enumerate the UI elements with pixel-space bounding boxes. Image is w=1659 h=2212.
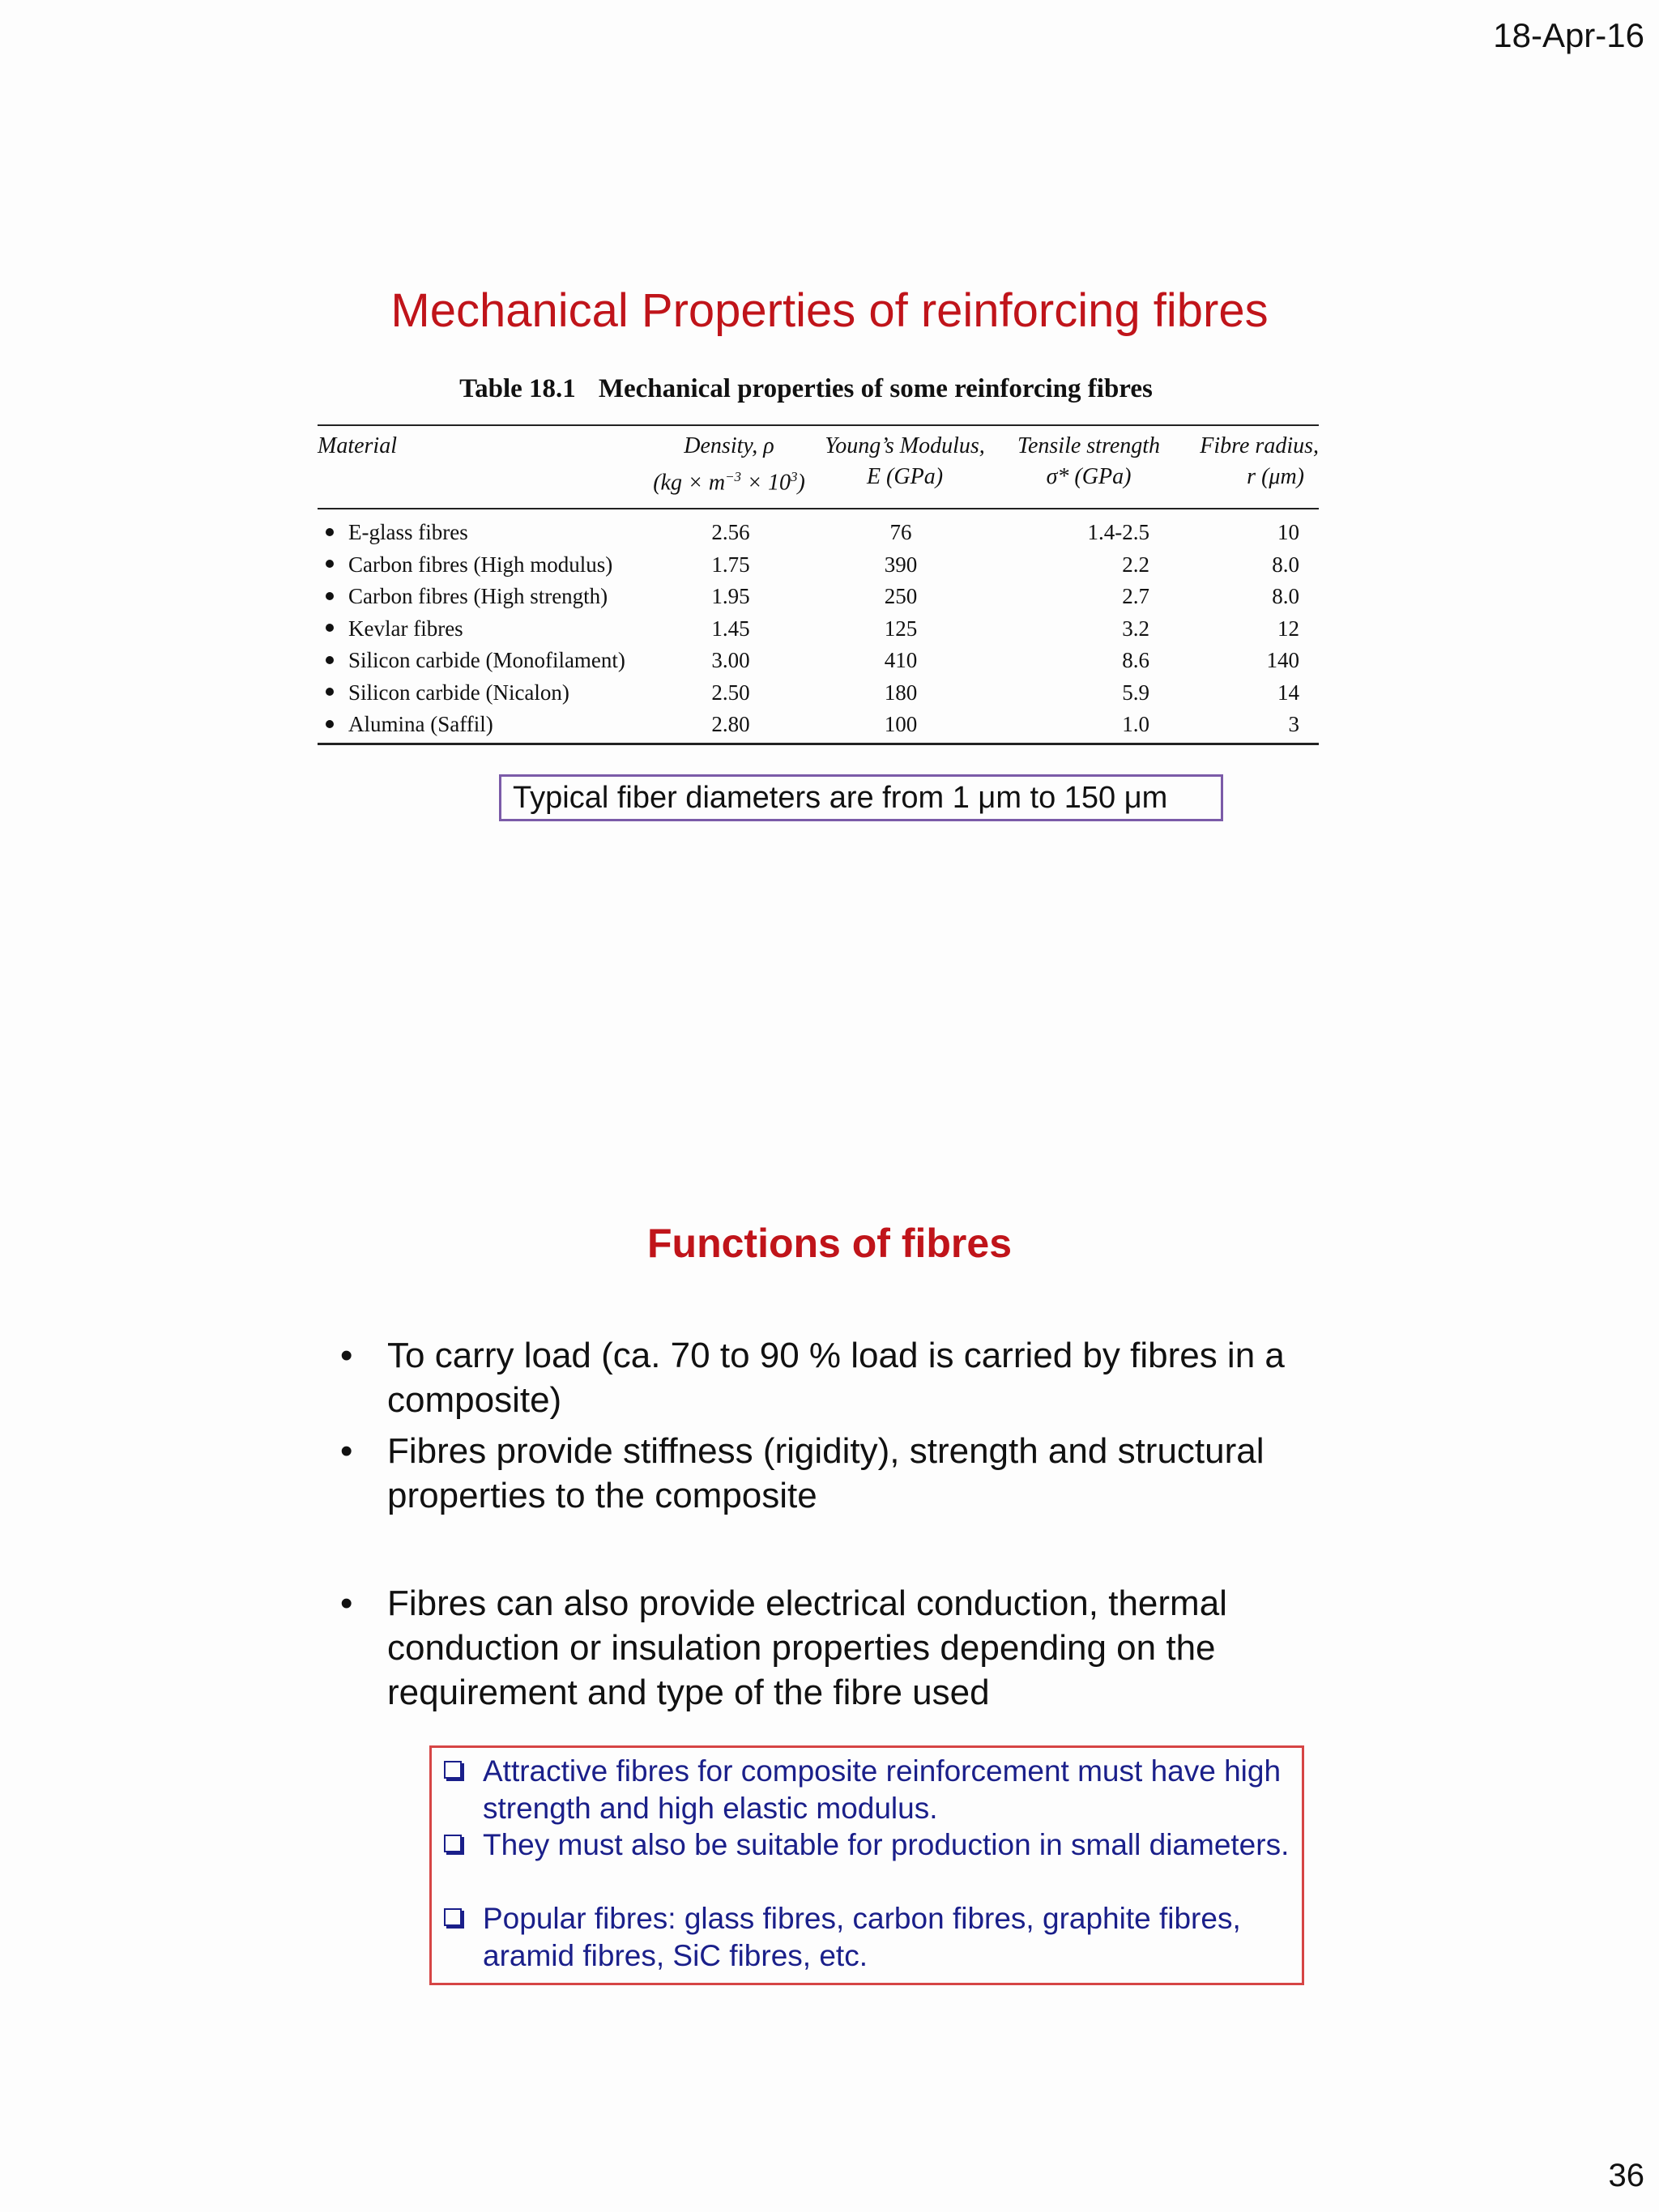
table-header-rule	[318, 508, 1319, 509]
bullet-text: Fibres can also provide electrical conduction, thermal conduction or insulation properties depending on the requirement and type of the fibre used	[387, 1583, 1227, 1712]
page-number: 36	[1608, 2158, 1644, 2193]
slide-date: 18-Apr-16	[1493, 16, 1644, 54]
table-cell-tensile: 2.2	[1122, 552, 1149, 577]
header-material: Material	[318, 433, 397, 458]
table-cell-material: Carbon fibres (High strength)	[326, 581, 650, 612]
table-cell-density: 2.56	[711, 520, 750, 544]
section-title-mechanical-properties: Mechanical Properties of reinforcing fibres	[390, 284, 1269, 337]
table-cell-tensile: 3.2	[1122, 616, 1149, 641]
bullet-text: To carry load (ca. 70 to 90 % load is carried by fibres in a composite)	[387, 1336, 1285, 1420]
bullet-dot-icon	[326, 624, 334, 632]
table-cell-material: Silicon carbide (Monofilament)	[326, 645, 650, 676]
header-tensile: Tensile strength σ* (GPa)	[1017, 433, 1161, 489]
table-cell-tensile: 1.0	[1122, 712, 1149, 736]
table-top-rule	[318, 424, 1319, 426]
table-cell-density: 1.45	[711, 616, 750, 641]
checkbox-square-icon	[444, 1908, 462, 1926]
bullet-dot-icon	[326, 720, 334, 728]
table-cell-radius: 12	[1277, 616, 1299, 641]
table-cell-modulus: 125	[884, 616, 918, 641]
table-cell-tensile: 2.7	[1122, 584, 1149, 608]
section-title-functions: Functions of fibres	[647, 1221, 1012, 1266]
bullet-dot: •	[340, 1336, 353, 1375]
table-caption-label: Table 18.1	[459, 374, 576, 403]
table-cell-modulus: 250	[884, 584, 918, 608]
table-cell-density: 1.75	[711, 552, 750, 577]
bullet-dot-icon	[326, 592, 334, 600]
table-cell-tensile: 5.9	[1122, 680, 1149, 705]
checkbox-square-icon	[444, 1761, 462, 1779]
table-cell-radius: 3	[1288, 712, 1299, 736]
table-cell-tensile: 8.6	[1122, 648, 1149, 672]
key-point-text: They must also be suitable for production in small diameters.	[483, 1828, 1290, 1861]
table-cell-density: 2.50	[711, 680, 750, 705]
table-cell-radius: 8.0	[1272, 584, 1299, 608]
table-cell-material: Silicon carbide (Nicalon)	[326, 677, 650, 709]
header-radius: Fibre radius, r (μm)	[1200, 433, 1319, 489]
bullet-dot: •	[340, 1583, 353, 1623]
table-cell-material: Carbon fibres (High modulus)	[326, 549, 650, 581]
table-cell-material: Alumina (Saffil)	[326, 709, 650, 740]
table-caption-text: Mechanical properties of some reinforcing fibres	[598, 374, 1153, 403]
bullet-dot-icon	[326, 528, 334, 536]
properties-table	[318, 374, 1319, 736]
table-cell-radius: 140	[1266, 648, 1299, 672]
table-cell-density: 2.80	[711, 712, 750, 736]
table-cell-radius: 14	[1277, 680, 1299, 705]
fiber-diameter-note: Typical fiber diameters are from 1 μm to 150 μm	[499, 774, 1223, 821]
table-cell-radius: 10	[1277, 520, 1299, 544]
bullet-dot-icon	[326, 560, 334, 568]
table-cell-radius: 8.0	[1272, 552, 1299, 577]
table-cell-modulus: 100	[884, 712, 918, 736]
table-cell-density: 1.95	[711, 584, 750, 608]
bullet-dot-icon	[326, 656, 334, 664]
table-cell-density: 3.00	[711, 648, 750, 672]
bullet-dot-icon	[326, 688, 334, 696]
checkbox-square-icon	[444, 1835, 462, 1852]
table-cell-material: E-glass fibres	[326, 517, 650, 548]
key-point-text: Popular fibres: glass fibres, carbon fibres, graphite fibres, aramid fibres, SiC fibres, etc.	[483, 1902, 1241, 1972]
table-cell-modulus: 410	[884, 648, 918, 672]
table-cell-modulus: 180	[884, 680, 918, 705]
table-caption	[293, 374, 1319, 404]
bullet-text: Fibres provide stiffness (rigidity), strength and structural properties to the composite	[387, 1431, 1265, 1515]
bullet-dot: •	[340, 1431, 353, 1471]
table-cell-tensile: 1.4-2.5	[1087, 520, 1149, 544]
header-density: Density, ρ $(kg \times m^{-3} \times 10^3)$	[653, 433, 805, 496]
table-cell-modulus: 390	[884, 552, 918, 577]
key-point-text: Attractive fibres for composite reinforcement must have high strength and high elastic modulus.	[483, 1754, 1282, 1825]
header-modulus: Young’s Modulus, E (GPa)	[825, 433, 985, 489]
table-cell-material: Kevlar fibres	[326, 613, 650, 645]
table-cell-modulus: 76	[889, 520, 912, 544]
table-bottom-rule	[318, 743, 1319, 745]
